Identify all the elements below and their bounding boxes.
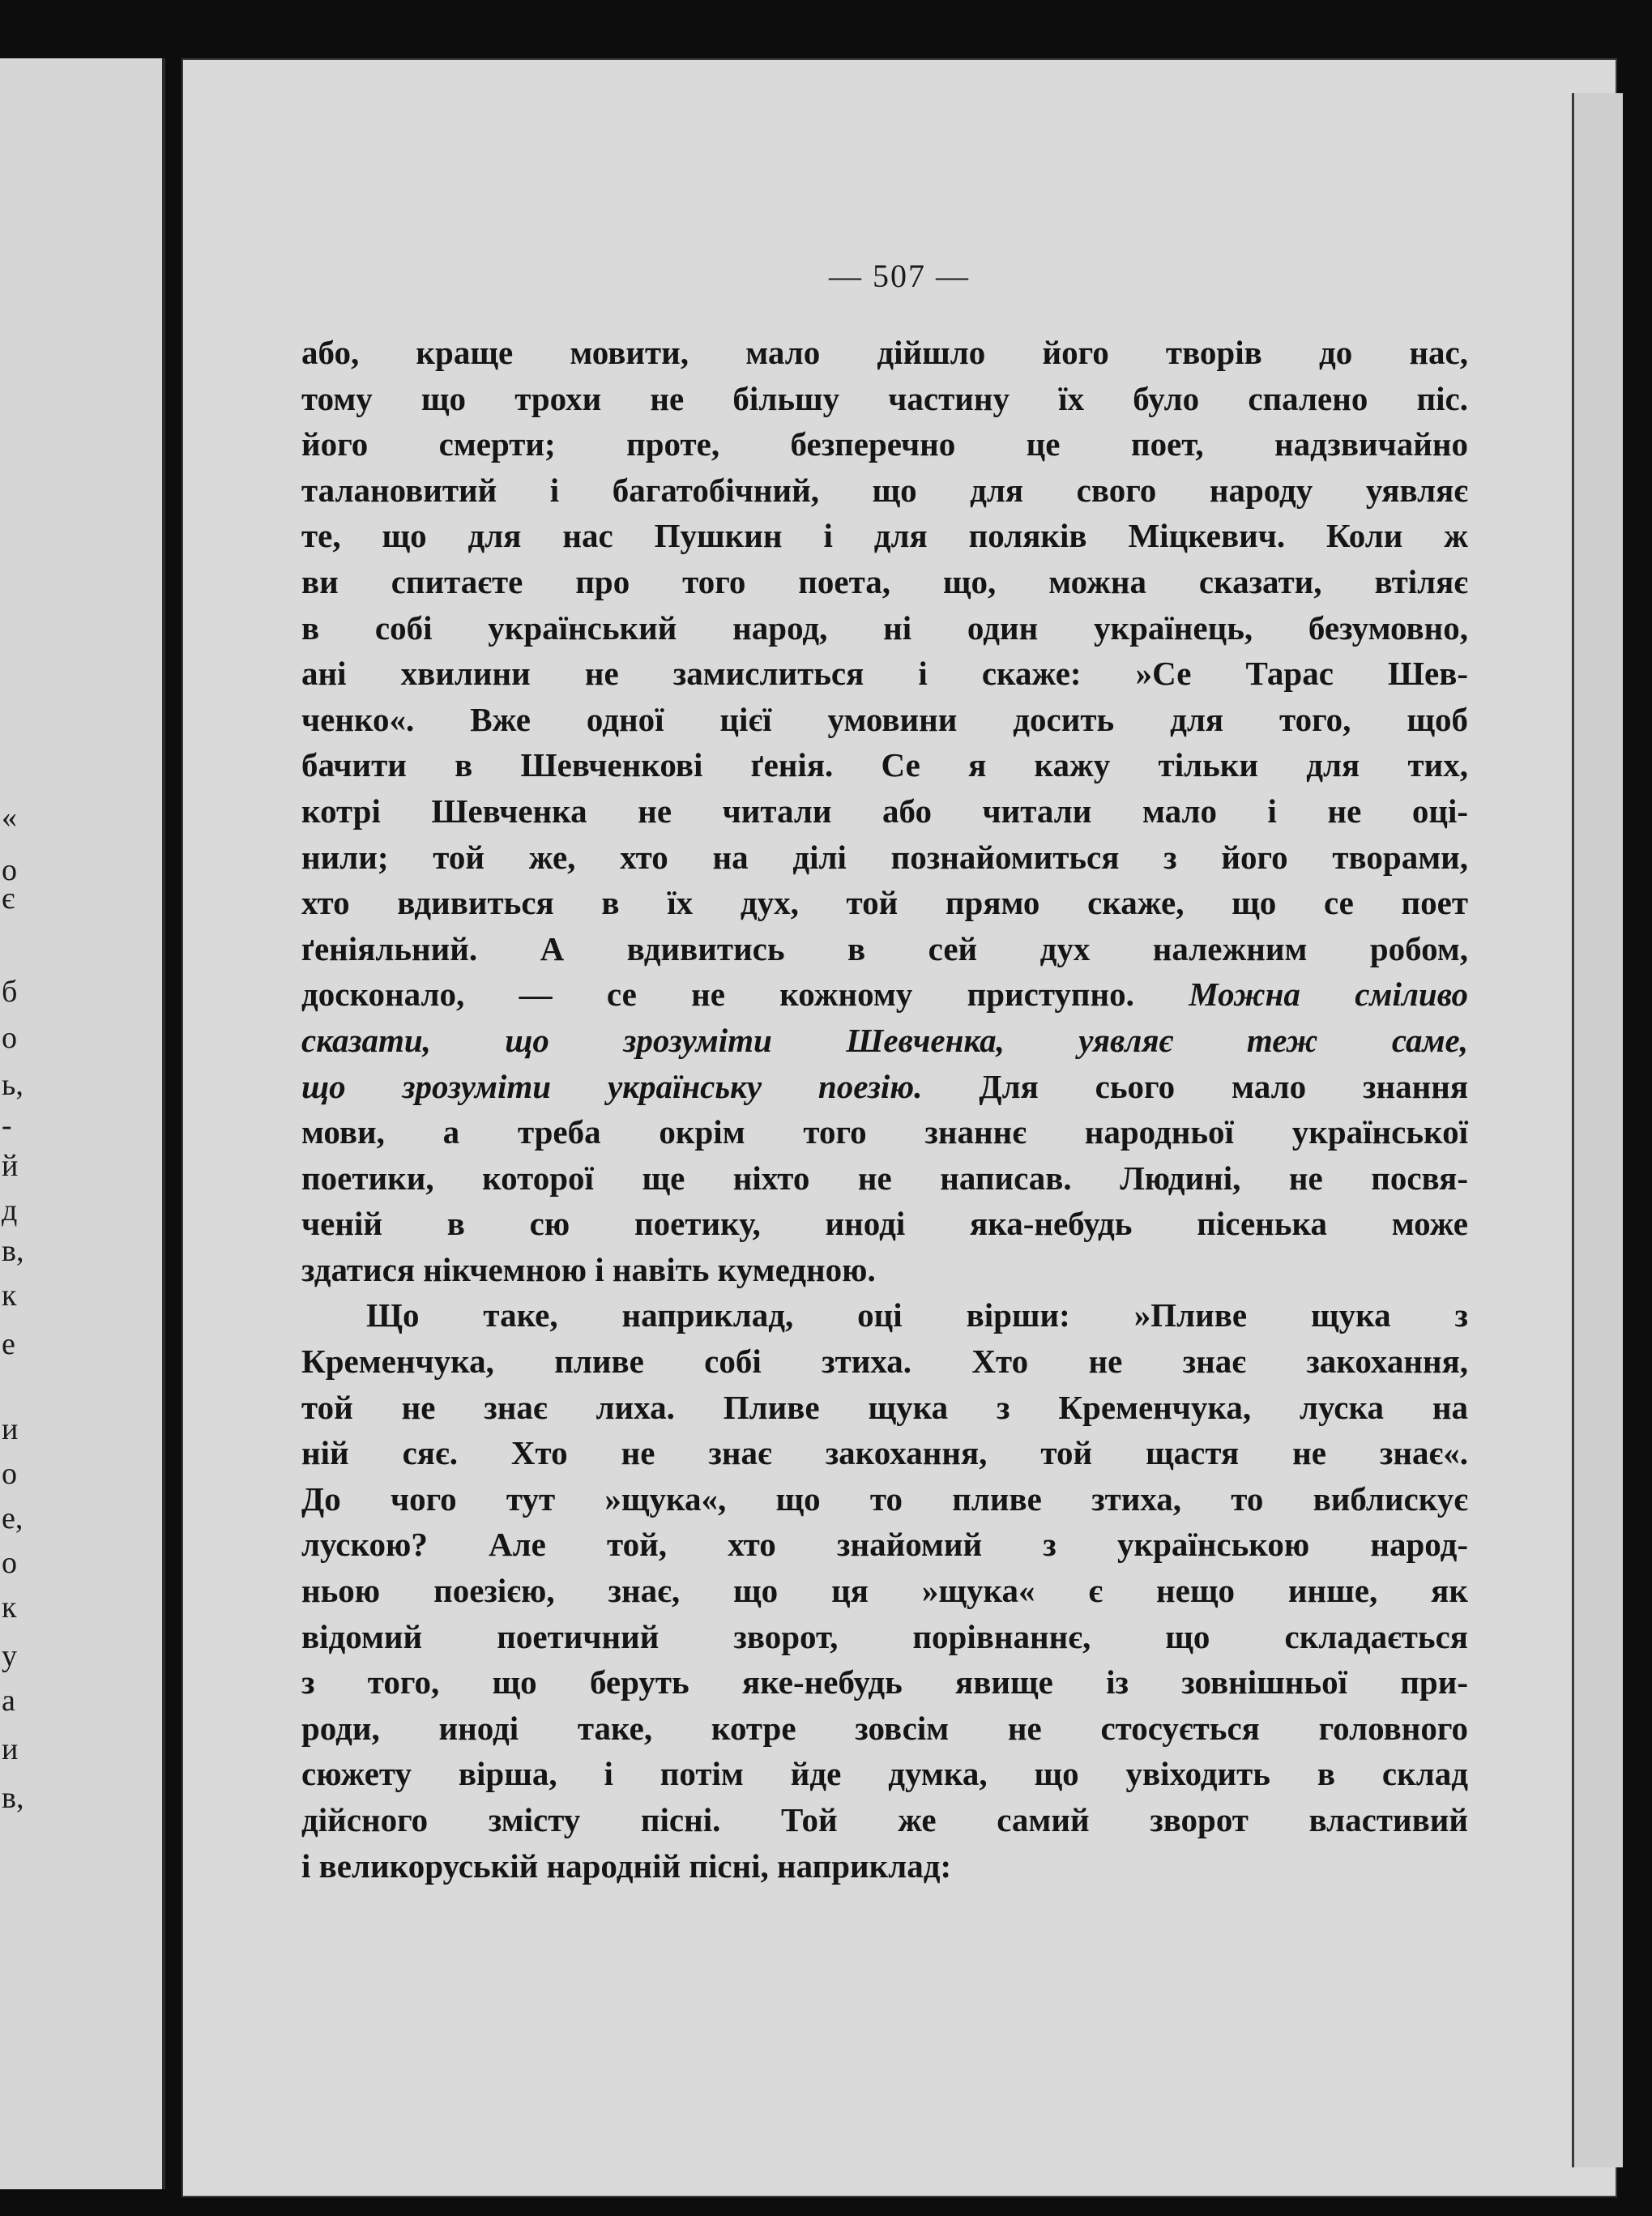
text-line: з того, що беруть яке-небудь явище із зовнішньої при- [301, 1663, 1468, 1701]
text-line [301, 1064, 1468, 1110]
text-line: Кременчука, пливе собі зтиха. Хто не знає закохання, [301, 1343, 1468, 1381]
page-number: — 507 — [829, 258, 970, 294]
text-line: нили; той же, хто на ділі познайомиться з його творами, [301, 838, 1468, 876]
text-line: або, краще мовити, мало дійшло його творів до нас, [301, 334, 1468, 371]
text-line: ченко«. Вже одної цієї умовини досить для того, щоб [301, 700, 1468, 738]
text-line: відомий поетичний зворот, порівнаннє, що складається [301, 1617, 1468, 1655]
edge-character: и [2, 1732, 19, 1766]
text-line: сюжету вірша, і потім йде думка, що увіходить в склад [301, 1755, 1468, 1793]
edge-character: о [2, 1457, 17, 1491]
text-line: бачити в Шевченкові ґенія. Се я кажу тільки для тих, [301, 746, 1468, 784]
italic-text: Можна сміливо [1189, 976, 1469, 1014]
edge-character: и [2, 1412, 19, 1446]
text-line: здатися нікчемною і навіть кумедною. [301, 1250, 876, 1288]
edge-character: о [2, 1021, 17, 1055]
paragraph-1 [301, 330, 1468, 1292]
text-line: дійсного змісту пісні. Той же самий зворот властивий [301, 1801, 1468, 1838]
text-line: в собі український народ, ні один українець, безумовно, [301, 608, 1468, 647]
page-stack-edge [1572, 93, 1623, 2167]
edge-character: у [2, 1639, 17, 1673]
text-line: і великоруській народній пісні, наприклад: [301, 1847, 952, 1885]
text-line: талановитий і багатобічний, що для свого народу уявляє [301, 471, 1468, 509]
paragraph-2 [301, 1292, 1468, 1889]
edge-character: й [2, 1149, 19, 1183]
edge-character: е [2, 1327, 15, 1361]
text-line: той не знає лиха. Пливе щука з Кременчука, луска на [301, 1388, 1468, 1426]
text-line: тому що трохи не більшу частину їх було спалено піс. [301, 379, 1468, 417]
text-line: ви спитаєте про того поета, що, можна сказати, втіляє [301, 562, 1468, 600]
book-page [181, 58, 1617, 2197]
text-line: лускою? Але той, хто знайомий з українською народ- [301, 1526, 1468, 1564]
plain-text: досконало, — се не кожному приступно. [301, 976, 1134, 1014]
edge-character: б [2, 975, 18, 1009]
edge-character: о [2, 1546, 17, 1580]
text-line: До чого тут »щука«, що то пливе зтиха, то виблискує [301, 1479, 1468, 1518]
previous-page-edge [0, 58, 165, 2189]
edge-character: « [2, 801, 17, 835]
edge-character: ь, [2, 1068, 23, 1102]
page-text [301, 330, 1468, 1889]
text-line: ґеніяльний. А вдивитись в сей дух належним робом, [301, 929, 1468, 967]
italic-text: що зрозуміти українську поезію. [301, 1067, 923, 1105]
text-line [301, 971, 1468, 1018]
text-line: те, що для нас Пушкин і для поляків Міцкевич. Коли ж [301, 517, 1468, 555]
text-line: ані хвилини не замислиться і скаже: »Се Тарас Шев- [301, 655, 1468, 693]
text-line: котрі Шевченка не читали або читали мало і не оці- [301, 792, 1468, 830]
edge-character: к [2, 1279, 17, 1313]
plain-text: Для сього мало знання [979, 1067, 1468, 1105]
edge-character: о [2, 853, 17, 887]
text-line [301, 1018, 1468, 1064]
text-line: роди, иноді таке, котре зовсім не стосується головного [301, 1709, 1468, 1747]
edge-character: в, [2, 1234, 24, 1268]
edge-character: в, [2, 1781, 24, 1815]
text-line: хто вдивиться в їх дух, той прямо скаже, що се поет [301, 884, 1468, 922]
edge-character: а [2, 1684, 15, 1718]
edge-character: е, [2, 1501, 23, 1535]
text-line: ченій в сю поетику, иноді яка-небудь пісенька може [301, 1205, 1468, 1243]
italic-text: сказати, що зрозуміти Шевченка, уявляє теж саме, [301, 1021, 1468, 1059]
text-line: Що таке, наприклад, оці вірши: »Пливе щука з [366, 1296, 1468, 1334]
text-line: мови, а треба окрім того знаннє народньої української [301, 1113, 1468, 1151]
edge-character: є [2, 882, 15, 916]
text-line: поетики, которої ще ніхто не написав. Людині, не посвя- [301, 1159, 1468, 1197]
text-line: ній сяє. Хто не знає закохання, той щастя не знає«. [301, 1434, 1468, 1472]
edge-character: - [2, 1108, 12, 1142]
text-line: ньою поезією, знає, що ця »щука« є нещо инше, як [301, 1572, 1468, 1610]
text-line: його смерти; проте, безперечно це поет, надзвичайно [301, 425, 1468, 463]
edge-character: д [2, 1193, 18, 1228]
edge-character: к [2, 1590, 17, 1625]
